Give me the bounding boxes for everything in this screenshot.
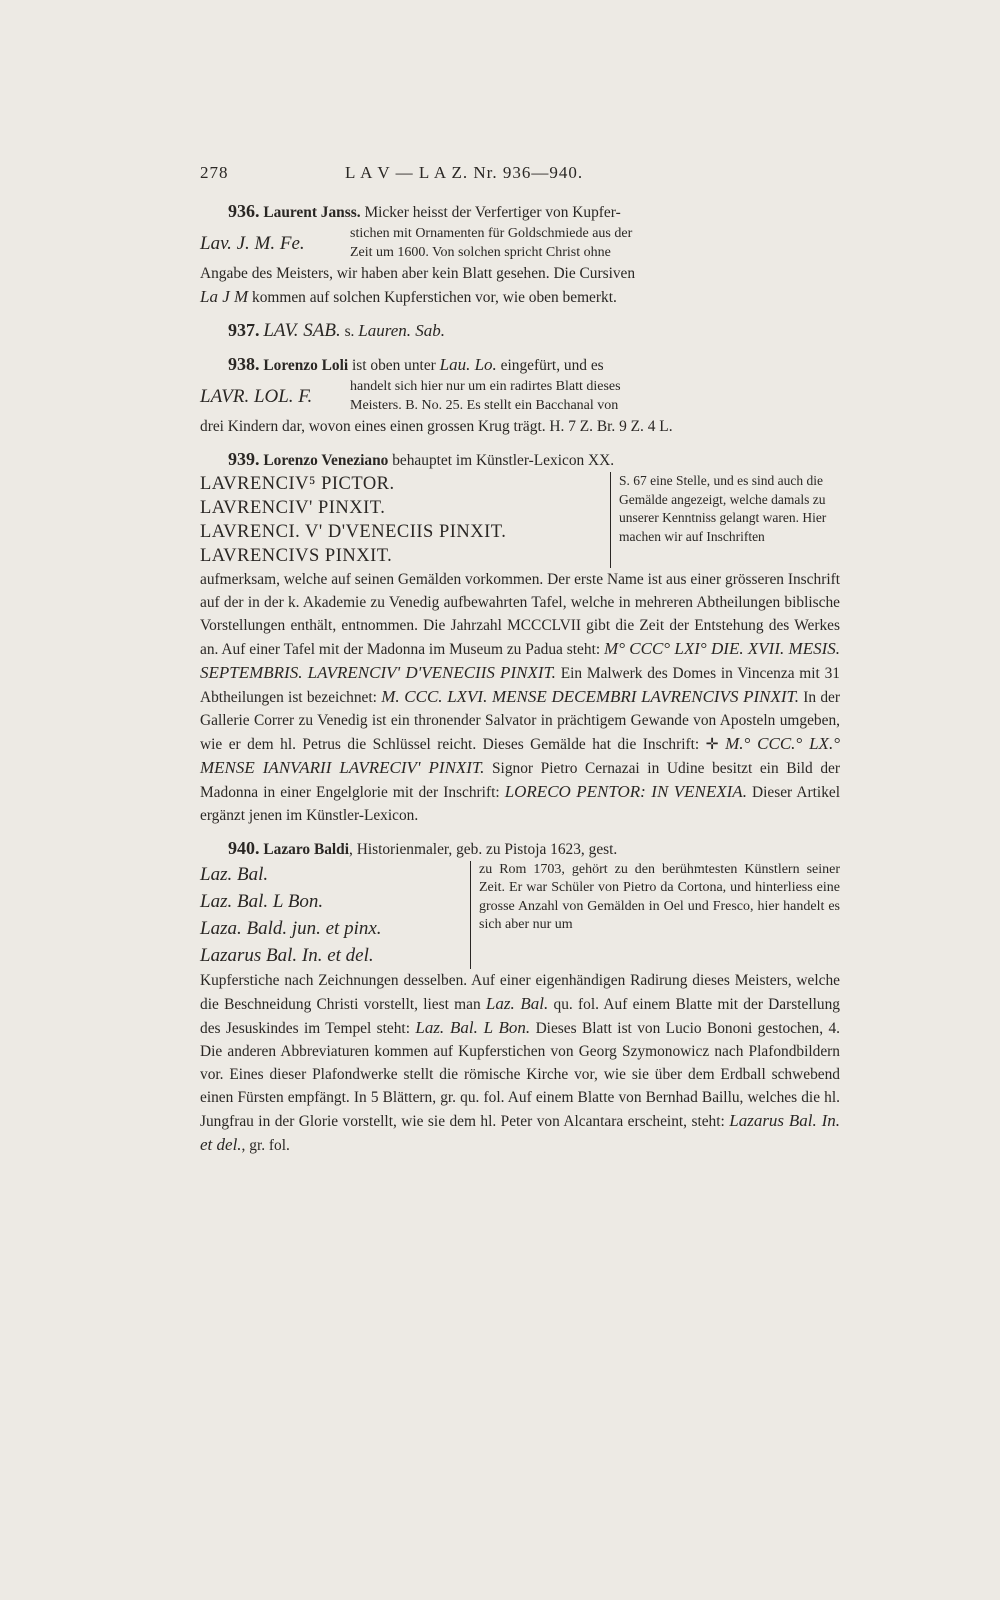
page-number: 278 (200, 163, 229, 182)
artist-name: Laurent Janss. (263, 204, 361, 221)
artist-name: Lorenzo Loli (263, 357, 349, 374)
entry-938-rest: drei Kindern dar, wovon eines einen grossen Krug trägt. H. 7 Z. Br. 9 Z. 4 L. (200, 418, 673, 435)
inscription-block (200, 472, 840, 568)
italic-inscription: Laz. Bal. (485, 994, 549, 1013)
entry-text: Kupferstiche nach Zeichnungen desselben. Auf einer eigenhändigen Radirung dieses Meisters, welche die Beschneidung Christi vorstellt, liest man (200, 972, 840, 1013)
monogram-abbreviation: Laz. Bal. L Bon. (200, 891, 324, 912)
entry-text: eingefürt, und es (496, 357, 604, 374)
italic-inscription: La J M (200, 287, 249, 306)
entry-936-rest (200, 262, 840, 309)
monogram-abbreviation: Laz. Bal. (200, 864, 269, 885)
entry-939-rest (200, 568, 840, 827)
abbreviation-block (200, 861, 840, 969)
monogram-abbreviation: LAV. SAB. (263, 320, 341, 341)
monogram-abbreviation: Laza. Bald. jun. et pinx. (200, 918, 382, 939)
signature-list (200, 472, 610, 568)
entry-939 (200, 448, 840, 827)
entry-text: In der Gallerie Correr zu Venedig ist ein thronender Salvator in prächtigem Gewande von Aposteln umgeben, wie er dem hl. Petrus die Schlüssel reicht. Dieses Gemälde hat die Inschrift: ✛ (200, 689, 841, 753)
entry-text: Micker heisst der Verfertiger von Kupfer- (364, 204, 621, 221)
entry-side-text (350, 377, 840, 415)
entry-text: kommen auf solchen Kupferstichen vor, wie oben bemerkt. (248, 289, 617, 306)
entry-text: Ein Malwerk des Domes in Vincenza mit 31 Abtheilungen ist bezeichnet: (200, 665, 840, 706)
entry-text: Dieser Artikel ergänzt jenen im Künstler-Lexicon. (200, 784, 840, 824)
cross-reference: Lauren. Sab. (358, 321, 446, 340)
entry-938 (200, 353, 840, 438)
entry-text: Signor Pietro Cernazai in Udine besitzt ein Bild der Madonna in einer Engelglorie mit der Inschrift: (200, 760, 840, 801)
abbreviation-list (200, 861, 470, 969)
entry-number: 940. (228, 838, 260, 858)
entry-number: 936. (228, 201, 260, 221)
monogram-abbreviation: Lazarus Bal. In. et del. (200, 945, 374, 966)
entry-side-text (350, 224, 840, 262)
entry-938-line1 (200, 353, 840, 377)
entry-text: , gr. fol. (241, 1137, 290, 1154)
italic-inscription: M.° CCC.° LX.° MENSE IANVARII LAVRECIV' PINXIT. (200, 734, 840, 777)
entry-text: Angabe des Meisters, wir haben aber kein Blatt gesehen. Die Cursiven (200, 265, 636, 282)
entry-text: aufmerksam, welche auf seinen Gemälden vorkommen. Der erste Name ist aus einer grösseren Inschrift auf der in der k. Akademie zu Venedig aufbewahrten Tafel, welche in mehreren Abtheilungen biblische Vorstellungen enthält, entnommen. Die Jahrzahl MCCCLVII gibt die Zeit der Entstehung des Werkes an. Auf einer Tafel mit der Madonna im Museum zu Padua steht: (200, 571, 840, 658)
entry-940-line1 (200, 837, 840, 861)
monogram-abbreviation: Lav. J. M. Fe. (200, 232, 305, 254)
side-line: stichen mit Ornamenten für Goldschmiede aus der (350, 226, 633, 241)
entry-937 (200, 319, 840, 343)
italic-inscription: M° CCC° LXI° DIE. XVII. MESIS. SEPTEMBRIS. LAVRENCIV' D'VENECIIS PINXIT. (200, 639, 840, 682)
signature-inscription: LAVRENCIV' PINXIT. (200, 498, 386, 518)
entry-text: , Historienmaler, geb. zu Pistoja 1623, gest. (349, 841, 618, 858)
artist-name: Lazaro Baldi (263, 841, 350, 858)
italic-inscription: M. CCC. LXVI. MENSE DECEMBRI LAVRENCIVS PINXIT. (381, 687, 799, 706)
signature-inscription: LAVRENCIV⁵ PICTOR. (200, 474, 395, 494)
entry-938-monogram-block (200, 377, 840, 415)
italic-inscription: LORECO PENTOR: IN VENEXIA. (504, 782, 747, 801)
cross-reference: Lau. Lo. (439, 355, 497, 374)
side-line: handelt sich hier nur um ein radirtes Blatt dieses (350, 379, 621, 394)
entry-number: 937. (228, 320, 260, 340)
signature-inscription: LAVRENCIVS PINXIT. (200, 546, 393, 566)
entry-936-line1 (200, 200, 840, 224)
entry-number: 938. (228, 354, 260, 374)
signature-inscription: LAVRENCI. V' D'VENECIIS PINXIT. (200, 522, 507, 542)
side-line: Meisters. B. No. 25. Es stellt ein Bacchanal von (350, 398, 619, 413)
italic-inscription: Lazarus Bal. In. et del. (200, 1111, 840, 1154)
running-title: L A V — L A Z. Nr. 936—940. (345, 163, 584, 182)
bracket-side-text: S. 67 eine Stelle, und es sind auch die Gemälde angezeigt, welche damals zu unserer Kenntniss gelangt waren. Hier machen wir auf Inschriften (610, 472, 840, 568)
italic-inscription: Laz. Bal. L Bon. (415, 1018, 531, 1037)
entry-text: qu. fol. Auf einem Blatte mit der Darstellung des Jesuskindes im Tempel steht: (200, 996, 840, 1037)
monogram-abbreviation: LAVR. LOL. F. (200, 385, 313, 407)
entry-text: ist oben unter (348, 357, 440, 374)
entry-text: s. (340, 323, 359, 340)
bracket-side-text: zu Rom 1703, gehört zu den berühmtesten Künstlern seiner Zeit. Er war Schüler von Pietro da Cortona, und hinterliess eine grosse Anzahl von Gemälden in Oel und Fresco, hier handelt es sich aber nur um (470, 861, 840, 969)
entry-number: 939. (228, 449, 260, 469)
entry-939-line1 (200, 448, 840, 472)
page-body (200, 200, 840, 1167)
entry-text: behauptet im Künstler-Lexicon XX. (388, 452, 615, 469)
entry-940-rest (200, 969, 840, 1157)
entry-936 (200, 200, 840, 309)
entry-text: Dieses Blatt ist von Lucio Bononi gestochen, 4. Die anderen Abbreviaturen kommen auf Kupferstichen von Georg Szymonowicz nach Plafondbildern vor. Eines dieser Plafondwerke stellt die römische Kirche vor, wie sie über dem Erdball schwebend einen Fürsten empfängt. In 5 Blättern, gr. qu. fol. Auf einem Blatte von Bernhad Baillu, welches die hl. Jungfrau in der Glorie vorstellt, wie sie dem hl. Peter von Alcantara erscheint, steht: (200, 1020, 840, 1130)
entry-940 (200, 837, 840, 1157)
artist-name: Lorenzo Veneziano (263, 452, 389, 469)
side-line: Zeit um 1600. Von solchen spricht Christ ohne (350, 245, 611, 260)
entry-936-monogram-block (200, 224, 840, 262)
